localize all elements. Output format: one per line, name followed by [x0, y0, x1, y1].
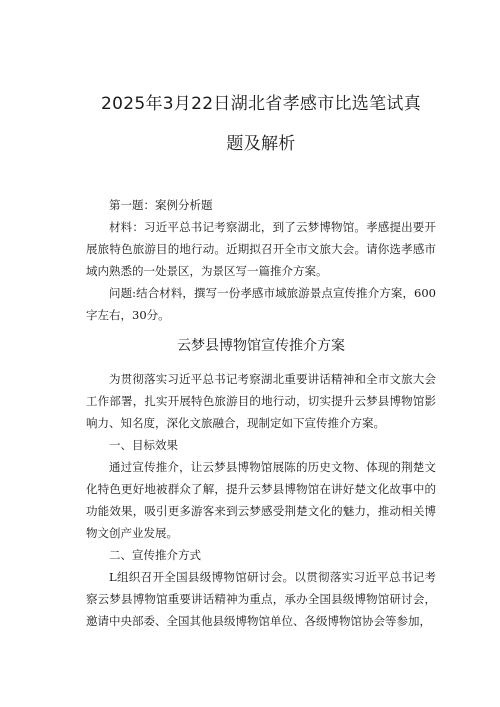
plan-title: 云梦县博物馆宣传推介方案	[177, 338, 345, 354]
section1-paragraph: 通过宣传推介，让云梦县博物馆展陈的历史文物、体现的荆楚文化特色更好地被群众了解，提升云梦县博物馆在讲好楚文化故事中的功能效果，吸引更多游客来到云梦感受荆楚文化的魅力，推动相关博物文创产业发展。	[86, 460, 436, 540]
question-paragraph: 问题:结合材料，撰写一份孝感市域旅游景点宣传推介方案，600字左右，30分。	[86, 286, 436, 322]
document-title-line2: 题及解析	[226, 134, 296, 154]
intro-paragraph: 为贯彻落实习近平总书记考察湖北重要讲话精神和全市文旅大会工作部署，扎实开展特色旅游目的地行动，切实提升云梦县博物馆影响力、知名度，深化文旅融合，现制定如下宣传推介方案。	[86, 372, 436, 430]
section2-paragraph: L组织召开全国县级博物馆研讨会。以贯彻落实习近平总书记考察云梦县博物馆重要讲话精神为重点，承办全国县级博物馆研讨会，邀请中央部委、全国其他县级博物馆单位、各级博物馆协会等参加，	[86, 570, 436, 628]
document-title-line1: 2025年3月22日湖北省孝感市比选笔试真	[100, 94, 421, 114]
material-paragraph: 材料：习近平总书记考察湖北，到了云梦博物馆。孝感提出要开展旅特色旅游目的地行动。近期拟召开全市文旅大会。请你选孝感市域内熟悉的一处景区，为景区写一篇推介方案。	[86, 220, 436, 278]
section1-heading: 一、目标效果	[109, 438, 178, 452]
section2-heading: 二、宣传推介方式	[109, 548, 201, 562]
document-title	[86, 84, 436, 164]
question-label: 第一题：案例分析题	[109, 198, 213, 212]
